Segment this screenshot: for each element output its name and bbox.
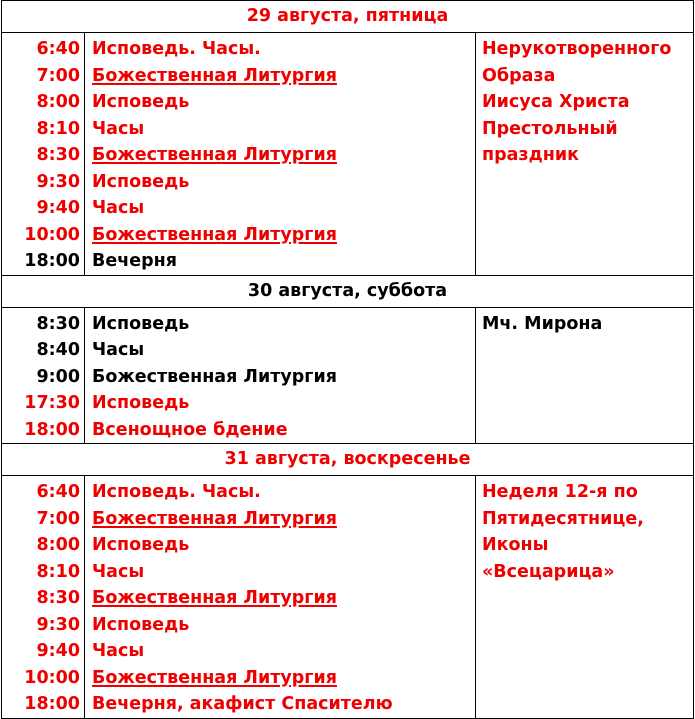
- service-name: Часы: [92, 340, 145, 360]
- day-schedule-row: [2, 476, 694, 719]
- service-time: 8:00: [36, 535, 80, 555]
- events-column: [85, 33, 476, 276]
- day-header-row: [2, 444, 694, 476]
- feast-column: [476, 307, 694, 444]
- service-name: Исповедь: [92, 535, 190, 555]
- service-name-line: [92, 248, 475, 275]
- service-name: Божественная Литургия: [92, 508, 337, 529]
- service-time: 10:00: [24, 224, 80, 245]
- service-name-line: [92, 63, 475, 90]
- service-name-line: [92, 479, 475, 506]
- service-time: 18:00: [24, 251, 80, 271]
- times-column: [2, 476, 85, 719]
- feast-text: Неделя 12-я по: [482, 482, 638, 502]
- events-column: [85, 476, 476, 719]
- service-time: 8:00: [36, 92, 80, 112]
- service-name-line: [92, 532, 475, 559]
- day-schedule-row: [2, 307, 694, 444]
- service-name-line: [92, 665, 475, 692]
- service-name: Исповедь: [92, 614, 190, 635]
- service-name: Исповедь. Часы.: [92, 39, 261, 59]
- service-name-line: [92, 559, 475, 586]
- feast-column: [476, 33, 694, 276]
- service-name-line: [92, 638, 475, 665]
- service-name: Божественная Литургия: [92, 366, 337, 387]
- service-time: 18:00: [24, 694, 80, 714]
- service-time: 9:30: [36, 614, 80, 635]
- feast-text: Пятидесятнице,: [482, 508, 644, 529]
- service-time: 8:30: [36, 313, 80, 334]
- service-name: Божественная Литургия: [92, 65, 337, 86]
- service-time: 6:40: [36, 482, 80, 502]
- service-name-line: [92, 195, 475, 222]
- service-name: Божественная Литургия: [92, 667, 337, 688]
- service-time: 9:40: [36, 198, 80, 218]
- feast-text: Престольный: [482, 118, 618, 139]
- service-time: 17:30: [24, 393, 80, 413]
- service-name: Всенощное бдение: [92, 419, 288, 440]
- service-name-line: [92, 364, 475, 391]
- service-name-line: [92, 222, 475, 249]
- times-column: [2, 307, 85, 444]
- service-name-line: [92, 337, 475, 364]
- day-header: 31 августа, воскресенье: [2, 444, 694, 476]
- service-name: Исповедь: [92, 313, 190, 334]
- day-header: 30 августа, суббота: [2, 275, 694, 307]
- service-name: Часы: [92, 118, 145, 139]
- service-name: Божественная Литургия: [92, 224, 337, 245]
- service-time: 7:00: [36, 65, 80, 86]
- feast-column: [476, 476, 694, 719]
- day-header: 29 августа, пятница: [2, 1, 694, 33]
- service-name-line: [92, 691, 475, 718]
- service-name-line: [92, 36, 475, 63]
- service-name: Часы: [92, 561, 145, 582]
- feast-text: «Всецарица»: [482, 561, 615, 582]
- service-name: Часы: [92, 198, 145, 218]
- service-time: 8:10: [36, 118, 80, 139]
- service-time: 9:30: [36, 171, 80, 192]
- service-time: 8:30: [36, 145, 80, 165]
- service-name-line: [92, 612, 475, 639]
- feast-text: Мч. Мирона: [482, 313, 603, 334]
- service-name: Исповедь. Часы.: [92, 482, 261, 502]
- service-name-line: [92, 169, 475, 196]
- feast-text: праздник: [482, 145, 579, 165]
- events-column: [85, 307, 476, 444]
- service-time: 10:00: [24, 667, 80, 688]
- service-name-line: [92, 142, 475, 169]
- schedule-body: [2, 1, 694, 719]
- service-name-line: [92, 390, 475, 417]
- service-name: Вечерня, акафист Спасителю: [92, 694, 393, 714]
- times-column: [2, 33, 85, 276]
- service-name: Часы: [92, 641, 145, 661]
- service-time: 18:00: [24, 419, 80, 440]
- service-name: Божественная Литургия: [92, 145, 337, 165]
- service-name: Вечерня: [92, 251, 177, 271]
- service-name-line: [92, 311, 475, 338]
- service-time: 6:40: [36, 39, 80, 59]
- service-name-line: [92, 89, 475, 116]
- day-header-row: [2, 275, 694, 307]
- service-name: Исповедь: [92, 171, 190, 192]
- feast-text: Иисуса Христа: [482, 92, 630, 112]
- service-name: Исповедь: [92, 393, 190, 413]
- service-name-line: [92, 585, 475, 612]
- feast-text: Образа: [482, 65, 556, 86]
- service-name-line: [92, 116, 475, 143]
- service-time: 9:00: [36, 366, 80, 387]
- service-name: Божественная Литургия: [92, 588, 337, 608]
- service-name-line: [92, 417, 475, 444]
- service-time: 7:00: [36, 508, 80, 529]
- day-header-row: [2, 1, 694, 33]
- service-time: 8:40: [36, 340, 80, 360]
- service-name: Исповедь: [92, 92, 190, 112]
- service-time: 8:10: [36, 561, 80, 582]
- day-schedule-row: [2, 33, 694, 276]
- feast-text: Нерукотворенного: [482, 39, 672, 59]
- feast-text: Иконы: [482, 535, 549, 555]
- schedule-table: [1, 0, 694, 719]
- service-time: 8:30: [36, 588, 80, 608]
- service-time: 9:40: [36, 641, 80, 661]
- service-name-line: [92, 506, 475, 533]
